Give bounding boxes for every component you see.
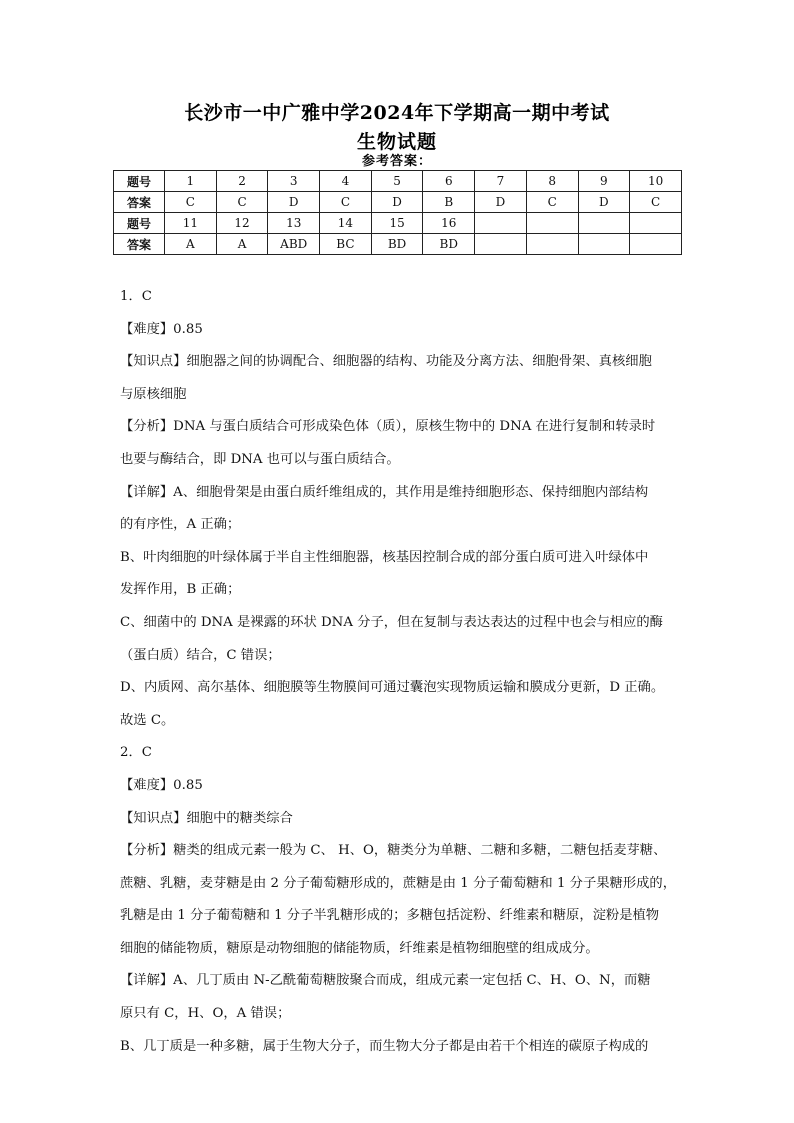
text-line: 原只有 C，H、O，A 错误； (120, 1006, 291, 1022)
table-cell: 9 (578, 171, 630, 192)
table-cell (475, 213, 527, 234)
table-cell: 2 (216, 171, 268, 192)
text-line: 【知识点】细胞器之间的协调配合、细胞器的结构、功能及分离方法、细胞骨架、真核细胞 (120, 354, 652, 370)
text-line: 【难度】0.85 (120, 321, 203, 337)
table-cell: B (423, 192, 475, 213)
table-cell: D (578, 192, 630, 213)
table-cell: 15 (371, 213, 423, 234)
table-cell: ABD (268, 234, 320, 255)
table-cell: C (216, 192, 268, 213)
table-row-header: 题号 (114, 171, 165, 192)
table-cell: 8 (526, 171, 578, 192)
answer-table (113, 170, 682, 255)
table-cell: A (165, 234, 217, 255)
table-cell (630, 234, 682, 255)
table-cell: 6 (423, 171, 475, 192)
subject-title: 生物试题 (356, 131, 437, 153)
text-line: 细胞的储能物质，糖原是动物细胞的储能物质，纤维素是植物细胞壁的组成成分。 (120, 940, 599, 956)
text-line: 乳糖是由 1 分子葡萄糖和 1 分子半乳糖形成的；多糖包括淀粉、纤维素和糖原，淀粉是植物 (120, 908, 660, 924)
text-line: 1．C (120, 289, 152, 304)
table-cell: 16 (423, 213, 475, 234)
table-cell: 14 (320, 213, 372, 234)
table-row-header: 题号 (114, 213, 165, 234)
table-cell: BC (320, 234, 372, 255)
table-cell (526, 234, 578, 255)
table-cell (578, 234, 630, 255)
table-cell: 13 (268, 213, 320, 234)
text-line: （蛋白质）结合，C 错误； (120, 647, 281, 663)
table-row-header: 答案 (114, 234, 165, 255)
answer-key-label: 参考答案： (361, 154, 432, 169)
table-cell: 3 (268, 171, 320, 192)
text-line: 【详解】A、细胞骨架是由蛋白质纤维组成的，其作用是维持细胞形态、保持细胞内部结构 (120, 484, 649, 500)
text-line: 与原核细胞 (120, 386, 187, 402)
table-cell (630, 213, 682, 234)
table-cell: 11 (165, 213, 217, 234)
text-line: 故选 C。 (120, 712, 175, 728)
table-row (114, 213, 682, 234)
text-line: 【分析】糖类的组成元素一般为 C、 H、O，糖类分为单糖、二糖和多糖，二糖包括麦芽糖、 (120, 843, 667, 859)
table-cell (475, 234, 527, 255)
text-line: C、细菌中的 DNA 是裸露的环状 DNA 分子，但在复制与表达表达的过程中也会与相应的酶 (120, 614, 663, 630)
table-cell: 12 (216, 213, 268, 234)
text-line: B、几丁质是一种多糖，属于生物大分子，而生物大分子都是由若干个相连的碳原子构成的 (120, 1038, 649, 1054)
text-line: 蔗糖、乳糖，麦芽糖是由 2 分子葡萄糖形成的，蔗糖是由 1 分子葡萄糖和 1 分子果糖形成的， (120, 875, 677, 891)
table-cell: C (630, 192, 682, 213)
table-cell: D (268, 192, 320, 213)
table-cell: 4 (320, 171, 372, 192)
table-row-header: 答案 (114, 192, 165, 213)
text-line: 【详解】A、几丁质由 N-乙酰葡萄糖胺聚合而成，组成元素一定包括 C、H、O、N，而糖 (120, 973, 651, 989)
table-cell: 10 (630, 171, 682, 192)
exam-title: 长沙市一中广雅中学2024年下学期高一期中考试 (184, 102, 610, 124)
table-cell: 5 (371, 171, 423, 192)
text-line: 【知识点】细胞中的糖类综合 (120, 810, 293, 826)
table-cell: C (320, 192, 372, 213)
table-cell: C (165, 192, 217, 213)
table-row (114, 192, 682, 213)
text-line: D、内质网、高尔基体、细胞膜等生物膜间可通过囊泡实现物质运输和膜成分更新，D 正确。 (120, 680, 665, 696)
text-line: 【难度】0.85 (120, 777, 203, 793)
text-line: 【分析】DNA 与蛋白质结合可形成染色体（质），原核生物中的 DNA 在进行复制和转录时 (120, 419, 656, 435)
text-line: 2．C (120, 745, 152, 761)
text-line: B、叶肉细胞的叶绿体属于半自主性细胞器，核基因控制合成的部分蛋白质可进入叶绿体中 (120, 549, 649, 565)
table-cell: BD (371, 234, 423, 255)
table-cell: 1 (165, 171, 217, 192)
explanation-content (120, 281, 680, 1063)
text-line: 也要与酶结合，即 DNA 也可以与蛋白质结合。 (120, 451, 400, 467)
table-cell: BD (423, 234, 475, 255)
table-row (114, 171, 682, 192)
table-row (114, 234, 682, 255)
table-cell: D (371, 192, 423, 213)
table-cell: D (475, 192, 527, 213)
text-line: 的有序性，A 正确； (120, 517, 241, 533)
table-cell: 7 (475, 171, 527, 192)
table-cell (578, 213, 630, 234)
text-line: 发挥作用，B 正确； (120, 582, 241, 598)
table-cell (526, 213, 578, 234)
table-cell: A (216, 234, 268, 255)
table-cell: C (526, 192, 578, 213)
